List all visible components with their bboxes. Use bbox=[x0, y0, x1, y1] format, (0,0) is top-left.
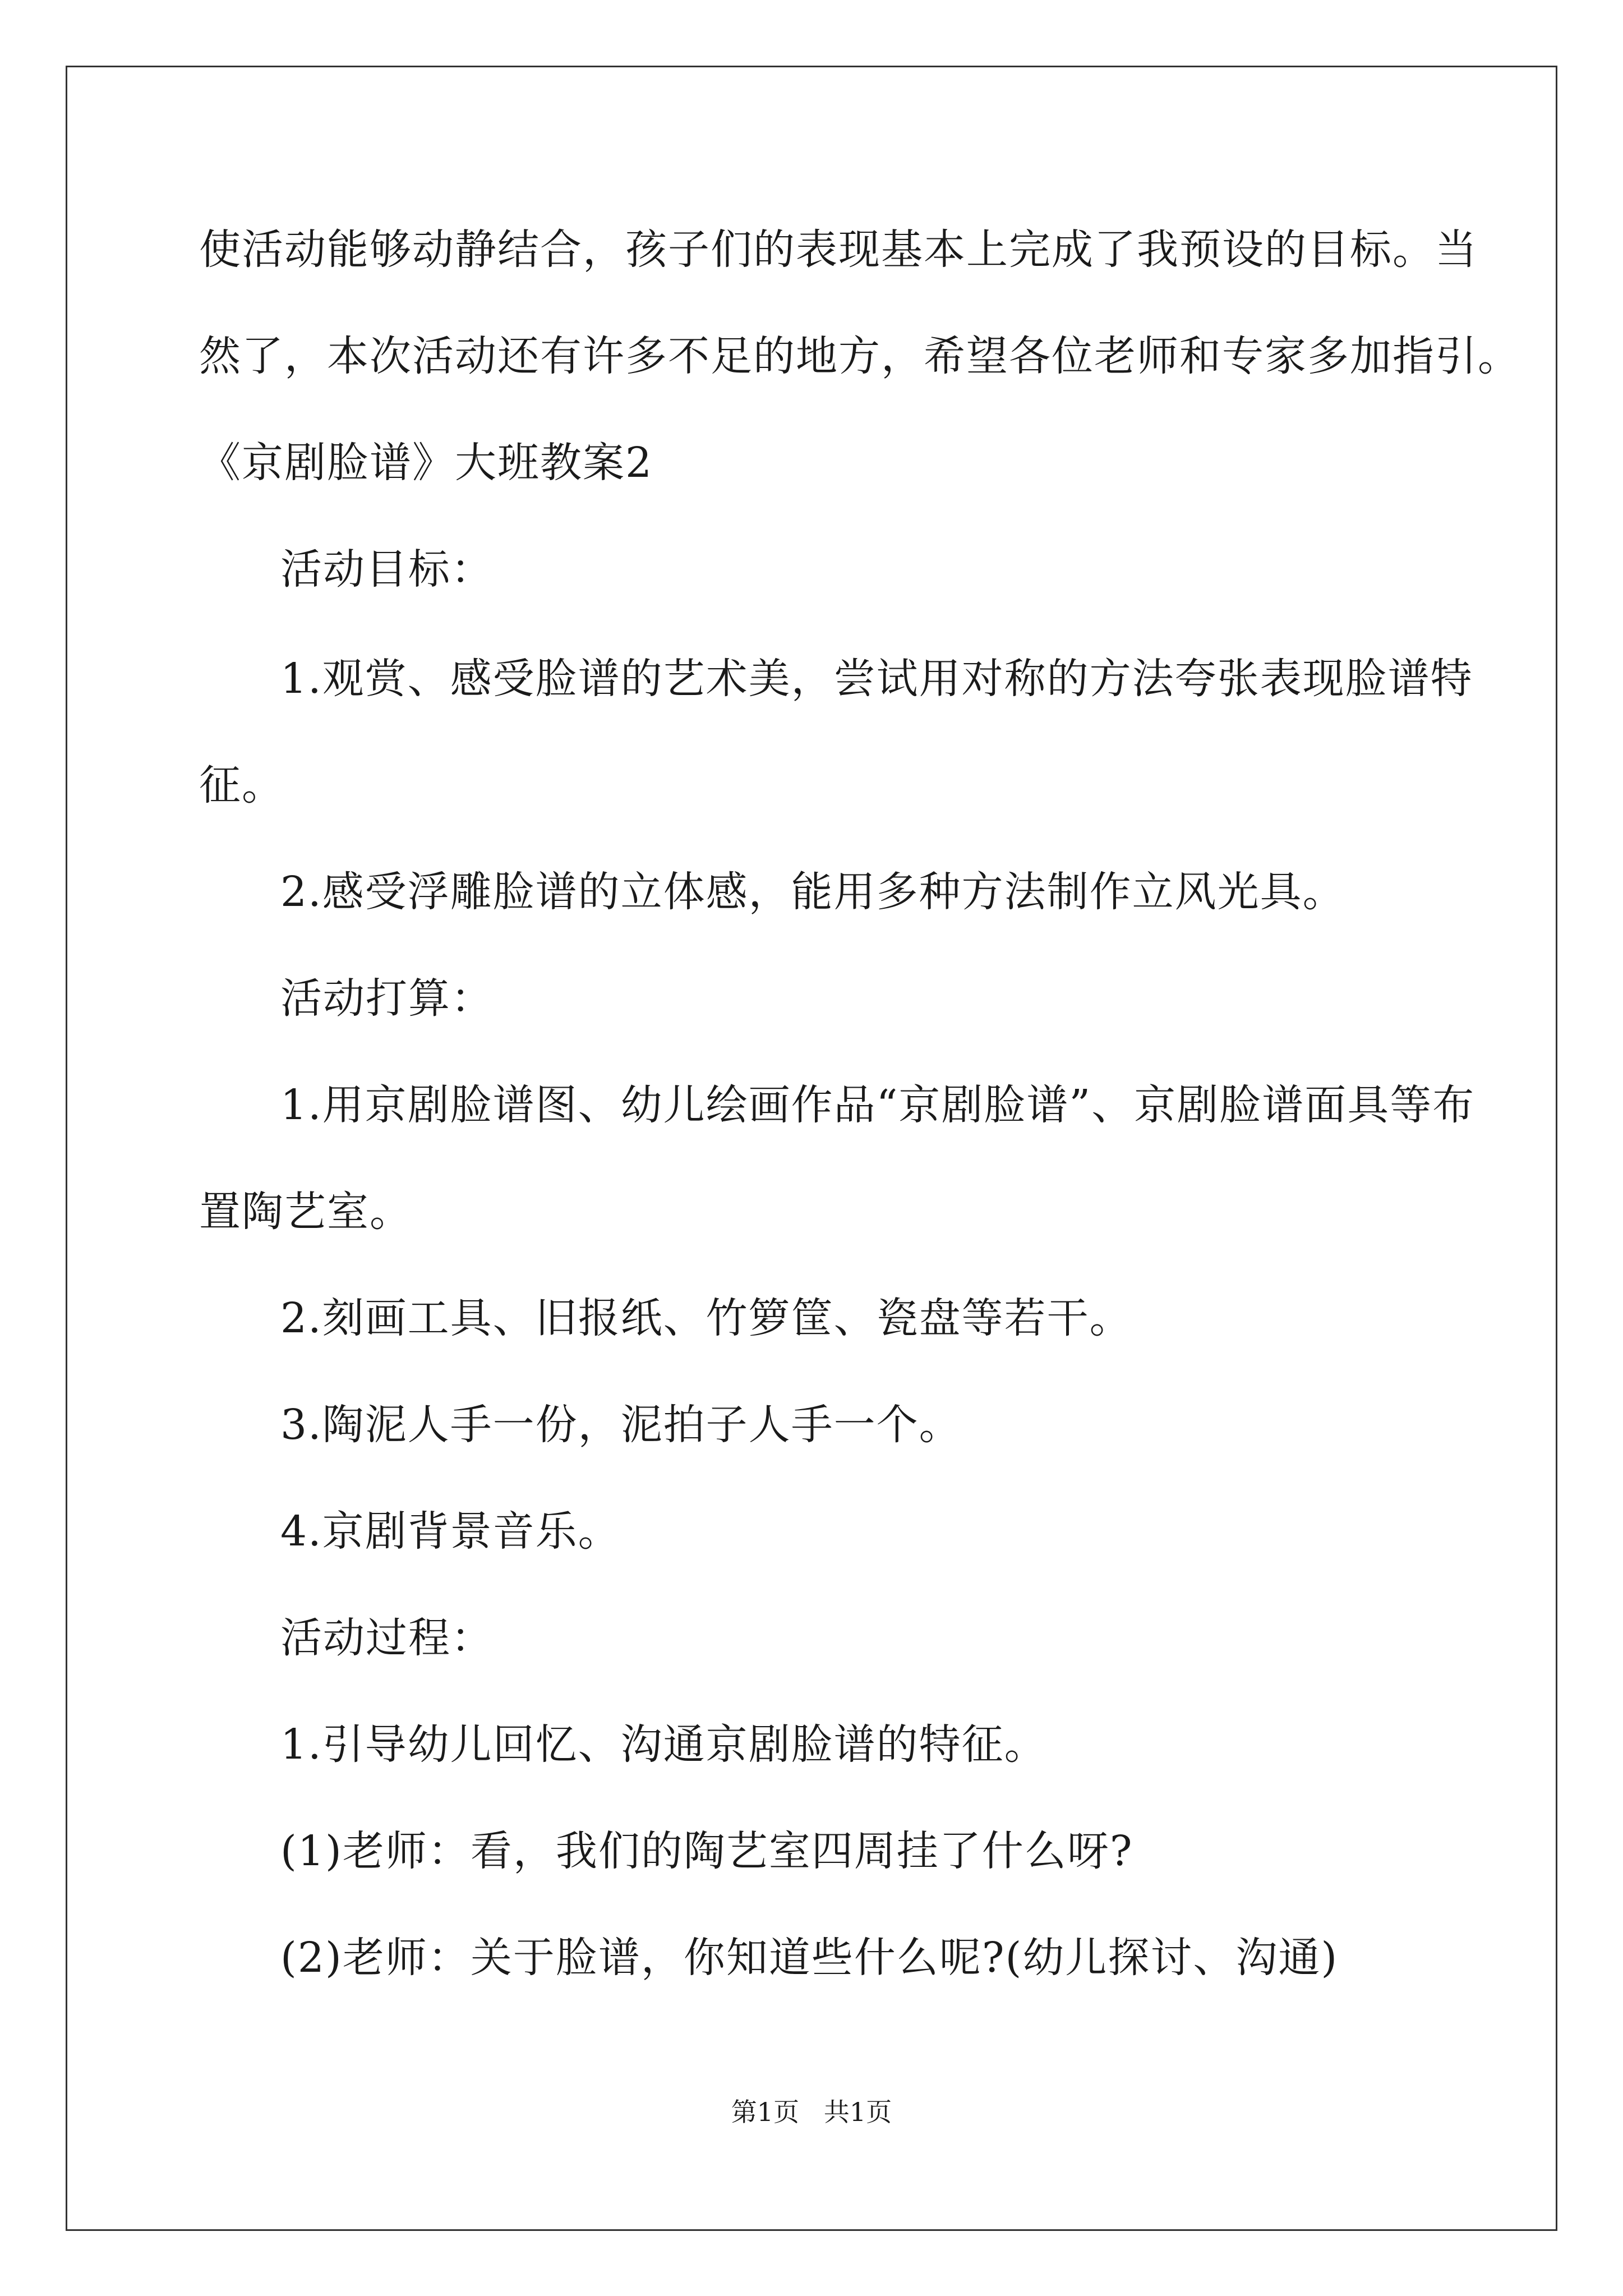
process-subitem: (2)老师：关于脸谱，你知道些什么呢?(幼儿探讨、沟通) bbox=[280, 1934, 1339, 1982]
heading-activity-process: 活动过程： bbox=[280, 1614, 494, 1662]
goal-item-continuation: 征。 bbox=[199, 761, 284, 809]
preparation-item: 2.刻画工具、旧报纸、竹箩筐、瓷盘等若干。 bbox=[280, 1294, 1132, 1342]
heading-activity-goals: 活动目标： bbox=[280, 545, 494, 593]
page-border bbox=[66, 66, 1557, 2231]
body-text-line: 然了，本次活动还有许多不足的地方，希望各位老师和专家多加指引。 bbox=[199, 332, 1520, 380]
page-number-footer: 第1页 共1页 bbox=[731, 2097, 892, 2127]
goal-item: 2.感受浮雕脸谱的立体感，能用多种方法制作立风光具。 bbox=[280, 868, 1345, 916]
preparation-item: 4.京剧背景音乐。 bbox=[280, 1507, 621, 1556]
goal-item: 1.观赏、感受脸谱的艺术美，尝试用对称的方法夸张表现脸谱特 bbox=[280, 655, 1473, 703]
process-subitem: (1)老师：看，我们的陶艺室四周挂了什么呀? bbox=[280, 1827, 1133, 1875]
preparation-item-continuation: 置陶艺室。 bbox=[199, 1188, 412, 1236]
process-item: 1.引导幼儿回忆、沟通京剧脸谱的特征。 bbox=[280, 1720, 1047, 1769]
preparation-item: 1.用京剧脸谱图、幼儿绘画作品“京剧脸谱”、京剧脸谱面具等布 bbox=[280, 1081, 1476, 1129]
heading-activity-preparation: 活动打算： bbox=[280, 974, 494, 1023]
body-text-line: 使活动能够动静结合，孩子们的表现基本上完成了我预设的目标。当 bbox=[199, 226, 1478, 274]
preparation-item: 3.陶泥人手一份，泥拍子人手一个。 bbox=[280, 1401, 962, 1449]
section-title: 《京剧脸谱》大班教案2 bbox=[199, 439, 653, 487]
